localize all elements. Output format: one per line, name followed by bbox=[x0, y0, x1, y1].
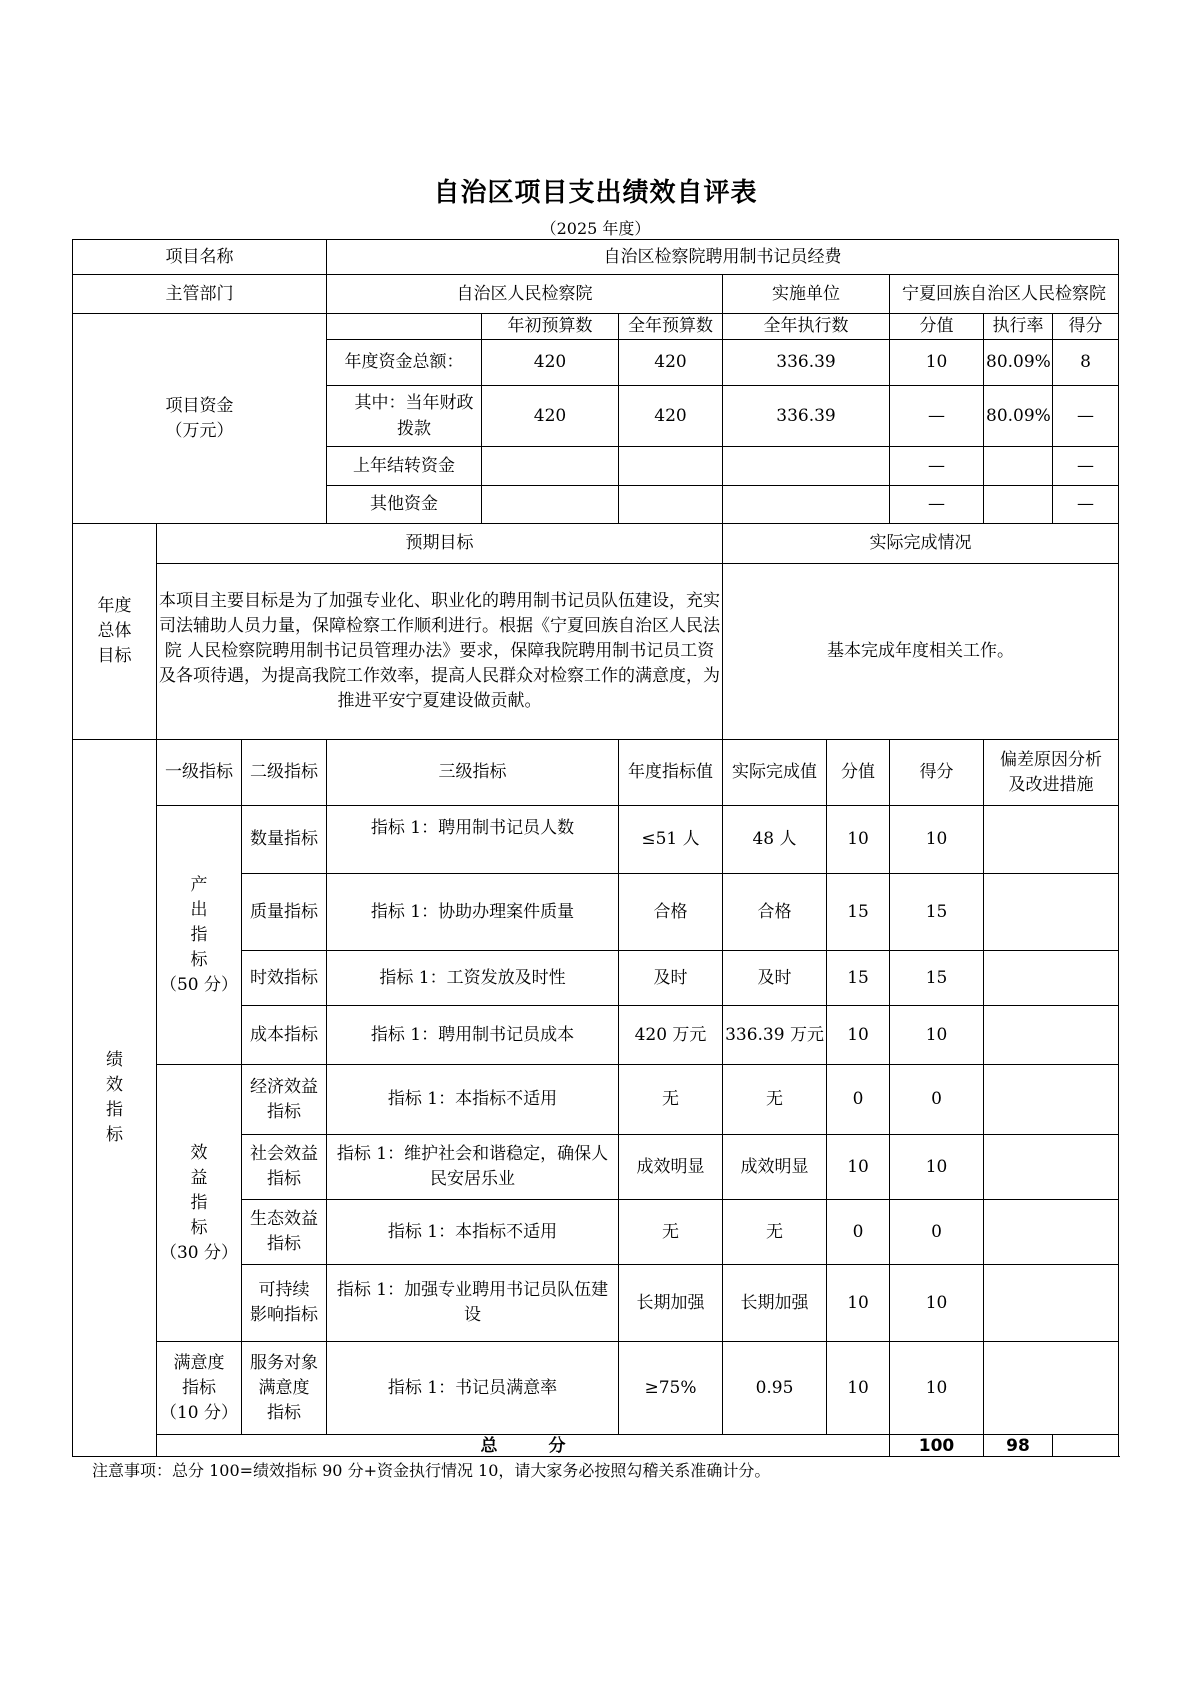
value-cell: 10 bbox=[827, 1006, 890, 1065]
header-target: 年度指标值 bbox=[619, 740, 723, 806]
value-cell: 15 bbox=[827, 874, 890, 951]
remark-cell bbox=[984, 1135, 1119, 1200]
actual-cell: 无 bbox=[723, 1200, 827, 1265]
level2-cell: 经济效益 指标 bbox=[242, 1065, 327, 1135]
remark-cell bbox=[984, 806, 1119, 874]
level3-cell: 指标 1：加强专业聘用书记员队伍建设 bbox=[327, 1265, 619, 1342]
value-cell: 10 bbox=[827, 806, 890, 874]
value-cell: 10 bbox=[827, 1342, 890, 1435]
actual-cell: 0.95 bbox=[723, 1342, 827, 1435]
level3-cell: 指标 1：聘用制书记员成本 bbox=[327, 1006, 619, 1065]
goals-label: 年度 总体 目标 bbox=[73, 524, 157, 740]
target-cell: 长期加强 bbox=[619, 1265, 723, 1342]
funds-score-value: — bbox=[890, 386, 984, 447]
project-name-value: 自治区检察院聘用制书记员经费 bbox=[327, 240, 1119, 275]
header-level1: 一级指标 bbox=[157, 740, 242, 806]
score-cell: 10 bbox=[890, 1265, 984, 1342]
score-cell: 0 bbox=[890, 1200, 984, 1265]
level3-cell: 指标 1：聘用制书记员人数 bbox=[327, 806, 619, 874]
funds-executed bbox=[723, 486, 890, 524]
level3-cell: 指标 1：本指标不适用 bbox=[327, 1200, 619, 1265]
funds-executed: 336.39 bbox=[723, 386, 890, 447]
funds-annual: 420 bbox=[619, 340, 723, 386]
level2-cell: 成本指标 bbox=[242, 1006, 327, 1065]
actual-cell: 336.39 万元 bbox=[723, 1006, 827, 1065]
score-cell: 10 bbox=[890, 1342, 984, 1435]
level2-cell: 时效指标 bbox=[242, 951, 327, 1006]
page-title: 自治区项目支出绩效自评表 bbox=[433, 178, 758, 208]
funds-label: 项目资金 （万元） bbox=[73, 314, 327, 524]
actual-cell: 合格 bbox=[723, 874, 827, 951]
actual-completion-text: 基本完成年度相关工作。 bbox=[723, 564, 1119, 740]
level2-cell: 生态效益 指标 bbox=[242, 1200, 327, 1265]
implementer-label: 实施单位 bbox=[723, 275, 890, 314]
group-benefit-label: 效 益 指 标 （30 分） bbox=[157, 1065, 242, 1342]
target-cell: 及时 bbox=[619, 951, 723, 1006]
indicator-row bbox=[73, 806, 1119, 874]
target-cell: ≥75% bbox=[619, 1342, 723, 1435]
funds-row-label: 年度资金总额： bbox=[327, 340, 482, 386]
indicator-row bbox=[73, 1342, 1119, 1435]
level2-cell: 社会效益 指标 bbox=[242, 1135, 327, 1200]
value-cell: 15 bbox=[827, 951, 890, 1006]
level2-cell: 可持续 影响指标 bbox=[242, 1265, 327, 1342]
funds-rate: 80.09% bbox=[984, 386, 1053, 447]
funds-executed bbox=[723, 447, 890, 486]
group-satisfaction-label: 满意度 指标 （10 分） bbox=[157, 1342, 242, 1435]
funds-header-initial: 年初预算数 bbox=[482, 314, 619, 340]
total-score: 98 bbox=[984, 1435, 1053, 1457]
header-value: 分值 bbox=[827, 740, 890, 806]
indicator-row bbox=[73, 1065, 1119, 1135]
total-remark bbox=[1053, 1435, 1119, 1457]
target-cell: 无 bbox=[619, 1065, 723, 1135]
score-cell: 15 bbox=[890, 951, 984, 1006]
value-cell: 0 bbox=[827, 1065, 890, 1135]
value-cell: 10 bbox=[827, 1135, 890, 1200]
funds-initial bbox=[482, 486, 619, 524]
remark-cell bbox=[984, 1200, 1119, 1265]
actual-cell: 长期加强 bbox=[723, 1265, 827, 1342]
header-actual: 实际完成值 bbox=[723, 740, 827, 806]
department-label: 主管部门 bbox=[73, 275, 327, 314]
funds-row-label: 其他资金 bbox=[327, 486, 482, 524]
funds-score-value: — bbox=[890, 447, 984, 486]
funds-header-annual: 全年预算数 bbox=[619, 314, 723, 340]
funds-rate bbox=[984, 486, 1053, 524]
expected-goal-text: 本项目主要目标是为了加强专业化、职业化的聘用制书记员队伍建设，充实司法辅助人员力量，保障检察工作顺利进行。根据《宁夏回族自治区人民法院 人民检察院聘用制书记员管理办法》要求，保障我院聘用制书记员工资及各项待遇，为提高我院工作效率，提高人民群众对检察工作的满意度，为推进平安宁夏建设做贡献。 bbox=[157, 564, 723, 740]
header-remark: 偏差原因分析 及改进措施 bbox=[984, 740, 1119, 806]
target-cell: 无 bbox=[619, 1200, 723, 1265]
level3-cell: 指标 1：协助办理案件质量 bbox=[327, 874, 619, 951]
department-value: 自治区人民检察院 bbox=[327, 275, 723, 314]
score-cell: 15 bbox=[890, 874, 984, 951]
implementer-value: 宁夏回族自治区人民检察院 bbox=[890, 275, 1119, 314]
target-cell: 合格 bbox=[619, 874, 723, 951]
remark-cell bbox=[984, 951, 1119, 1006]
score-cell: 10 bbox=[890, 1006, 984, 1065]
group-output-label: 产 出 指 标 （50 分） bbox=[157, 806, 242, 1065]
level3-cell: 指标 1：工资发放及时性 bbox=[327, 951, 619, 1006]
funds-score: — bbox=[1053, 386, 1119, 447]
total-value: 100 bbox=[890, 1435, 984, 1457]
footnote: 注意事项：总分 100=绩效指标 90 分+资金执行情况 10，请大家务必按照勾稽关系准确计分。 bbox=[92, 1461, 771, 1480]
total-label: 总 分 bbox=[157, 1435, 890, 1457]
level3-cell: 指标 1：维护社会和谐稳定，确保人民安居乐业 bbox=[327, 1135, 619, 1200]
value-cell: 10 bbox=[827, 1265, 890, 1342]
value-cell: 0 bbox=[827, 1200, 890, 1265]
self-evaluation-table bbox=[72, 239, 1119, 1457]
remark-cell bbox=[984, 1342, 1119, 1435]
score-cell: 0 bbox=[890, 1065, 984, 1135]
target-cell: 420 万元 bbox=[619, 1006, 723, 1065]
funds-score: 8 bbox=[1053, 340, 1119, 386]
funds-annual bbox=[619, 447, 723, 486]
level3-cell: 指标 1：本指标不适用 bbox=[327, 1065, 619, 1135]
remark-cell bbox=[984, 1065, 1119, 1135]
actual-cell: 及时 bbox=[723, 951, 827, 1006]
funds-rate: 80.09% bbox=[984, 340, 1053, 386]
report-year: （2025 年度） bbox=[540, 219, 651, 238]
funds-header-executed: 全年执行数 bbox=[723, 314, 890, 340]
funds-initial: 420 bbox=[482, 340, 619, 386]
level2-cell: 质量指标 bbox=[242, 874, 327, 951]
score-cell: 10 bbox=[890, 806, 984, 874]
actual-completion-header: 实际完成情况 bbox=[723, 524, 1119, 564]
project-name-label: 项目名称 bbox=[73, 240, 327, 275]
header-level3: 三级指标 bbox=[327, 740, 619, 806]
funds-score: — bbox=[1053, 486, 1119, 524]
remark-cell bbox=[984, 874, 1119, 951]
actual-cell: 成效明显 bbox=[723, 1135, 827, 1200]
score-cell: 10 bbox=[890, 1135, 984, 1200]
funds-annual: 420 bbox=[619, 386, 723, 447]
expected-goal-header: 预期目标 bbox=[157, 524, 723, 564]
funds-score-value: — bbox=[890, 486, 984, 524]
funds-header-blank bbox=[327, 314, 482, 340]
actual-cell: 48 人 bbox=[723, 806, 827, 874]
funds-score-value: 10 bbox=[890, 340, 984, 386]
funds-header-score: 得分 bbox=[1053, 314, 1119, 340]
header-score: 得分 bbox=[890, 740, 984, 806]
funds-header-score-value: 分值 bbox=[890, 314, 984, 340]
level3-cell: 指标 1：书记员满意率 bbox=[327, 1342, 619, 1435]
funds-initial bbox=[482, 447, 619, 486]
remark-cell bbox=[984, 1006, 1119, 1065]
header-level2: 二级指标 bbox=[242, 740, 327, 806]
level2-cell: 数量指标 bbox=[242, 806, 327, 874]
actual-cell: 无 bbox=[723, 1065, 827, 1135]
target-cell: ≤51 人 bbox=[619, 806, 723, 874]
funds-row-label: 上年结转资金 bbox=[327, 447, 482, 486]
funds-header-rate: 执行率 bbox=[984, 314, 1053, 340]
funds-executed: 336.39 bbox=[723, 340, 890, 386]
funds-annual bbox=[619, 486, 723, 524]
funds-row-label: 其中：当年财政拨款 bbox=[327, 386, 482, 447]
funds-initial: 420 bbox=[482, 386, 619, 447]
target-cell: 成效明显 bbox=[619, 1135, 723, 1200]
remark-cell bbox=[984, 1265, 1119, 1342]
level2-cell: 服务对象 满意度 指标 bbox=[242, 1342, 327, 1435]
funds-rate bbox=[984, 447, 1053, 486]
indicators-label: 绩 效 指 标 bbox=[73, 740, 157, 1457]
funds-score: — bbox=[1053, 447, 1119, 486]
